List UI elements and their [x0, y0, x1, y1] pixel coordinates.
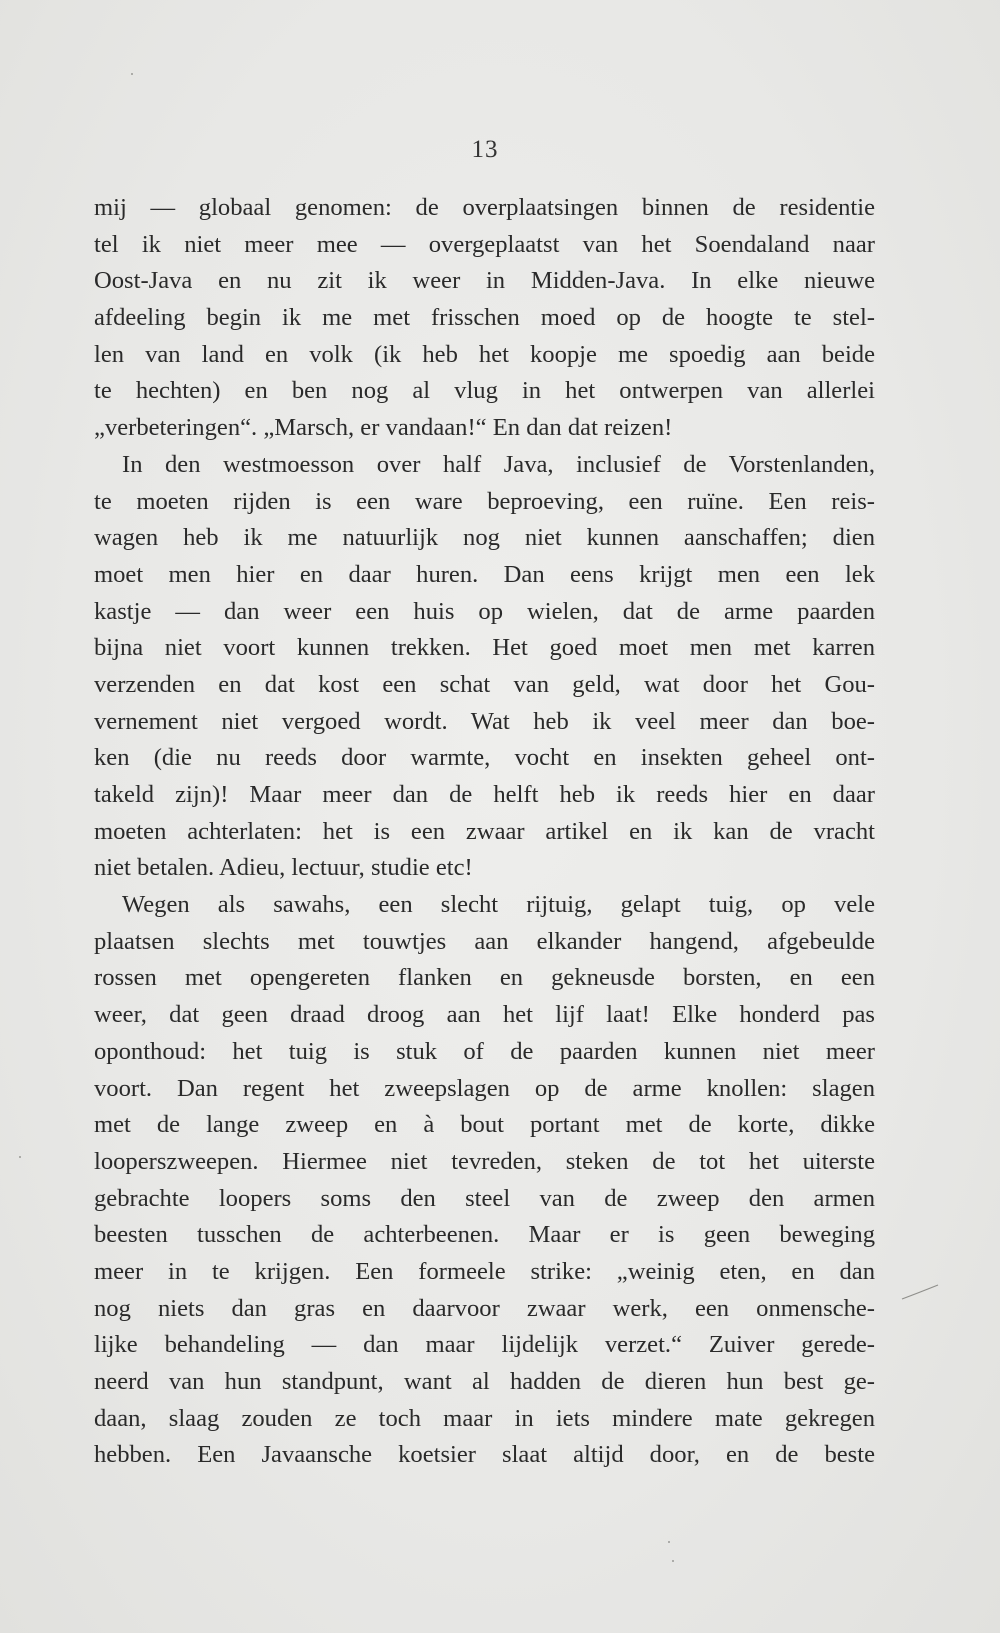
text-line: moet men hier en daar huren. Dan eens krijgt men een lek [94, 560, 875, 588]
text-line: looperszweepen. Hiermee niet tevreden, steken de tot het uiterste [94, 1147, 875, 1175]
text-line: plaatsen slechts met touwtjes aan elkander hangend, afgebeulde [94, 927, 875, 955]
text-line: vernement niet vergoed wordt. Wat heb ik veel meer dan boe- [94, 707, 875, 735]
text-line: rossen met opengereten flanken en gekneusde borsten, en een [94, 964, 875, 992]
text-line: daan, slaag zouden ze toch maar in iets mindere mate gekregen [94, 1404, 875, 1432]
text-line: beesten tusschen de achterbeenen. Maar er is geen beweging [94, 1221, 875, 1249]
text-line: Wegen als sawahs, een slecht rijtuig, gelapt tuig, op vele [122, 891, 875, 919]
text-line: meer in te krijgen. Een formeele strike: „weinig eten, en dan [94, 1257, 875, 1285]
text-line: len van land en volk (ik heb het koopje me spoedig aan beide [94, 340, 875, 368]
text-line: hebben. Een Javaansche koetsier slaat altijd door, en de beste [94, 1441, 875, 1469]
text-line: oponthoud: het tuig is stuk of de paarden kunnen niet meer [94, 1037, 875, 1065]
body-text [94, 190, 875, 1474]
text-line: takeld zijn)! Maar meer dan de helft heb ik reeds hier en daar [94, 781, 875, 808]
text-line: te hechten) en ben nog al vlug in het ontwerpen van allerlei [94, 377, 875, 405]
text-line: afdeeling begin ik me met frisschen moed op de hoogte te stel- [94, 304, 875, 332]
text-line: tel ik niet meer mee — overgeplaatst van het Soendaland naar [94, 230, 875, 258]
text-line: gebrachte loopers soms den steel van de zweep den armen [94, 1184, 875, 1212]
paper-speck [19, 1156, 21, 1158]
text-line: niet betalen. Adieu, lectuur, studie etc! [94, 854, 473, 882]
text-line: verzenden en dat kost een schat van geld, wat door het Gou- [94, 670, 875, 698]
text-line: mij — globaal genomen: de overplaatsingen binnen de residentie [94, 194, 875, 221]
paper-speck [672, 1560, 674, 1562]
text-line: te moeten rijden is een ware beproeving, een ruïne. Een reis- [94, 487, 875, 515]
text-line: weer, dat geen draad droog aan het lijf laat! Elke honderd pas [94, 1001, 875, 1029]
pencil-mark [900, 1283, 940, 1301]
text-line: nog niets dan gras en daarvoor zwaar werk, een onmensche- [94, 1294, 875, 1322]
text-line: lijke behandeling — dan maar lijdelijk verzet.“ Zuiver gerede- [94, 1331, 875, 1359]
text-line: bijna niet voort kunnen trekken. Het goed moet men met karren [94, 634, 875, 662]
text-line: met de lange zweep en à bout portant met de korte, dikke [94, 1111, 875, 1139]
text-line: kastje — dan weer een huis op wielen, dat de arme paarden [94, 597, 875, 625]
page-number: 13 [471, 136, 499, 163]
text-line: ken (die nu reeds door warmte, vocht en insekten geheel ont- [94, 744, 875, 772]
paper-speck [668, 1541, 670, 1543]
text-line: voort. Dan regent het zweepslagen op de arme knollen: slagen [94, 1074, 875, 1102]
paper-speck [131, 73, 133, 75]
text-line: neerd van hun standpunt, want al hadden de dieren hun best ge- [94, 1368, 875, 1395]
text-line: wagen heb ik me natuurlijk nog niet kunnen aanschaffen; dien [94, 524, 875, 552]
text-line: „verbeteringen“. „Marsch, er vandaan!“ En dan dat reizen! [94, 414, 673, 442]
text-line: Oost-Java en nu zit ik weer in Midden-Java. In elke nieuwe [94, 267, 875, 295]
text-line: In den westmoesson over half Java, inclusief de Vorstenlanden, [122, 450, 875, 478]
text-line: moeten achterlaten: het is een zwaar artikel en ik kan de vracht [94, 817, 875, 845]
